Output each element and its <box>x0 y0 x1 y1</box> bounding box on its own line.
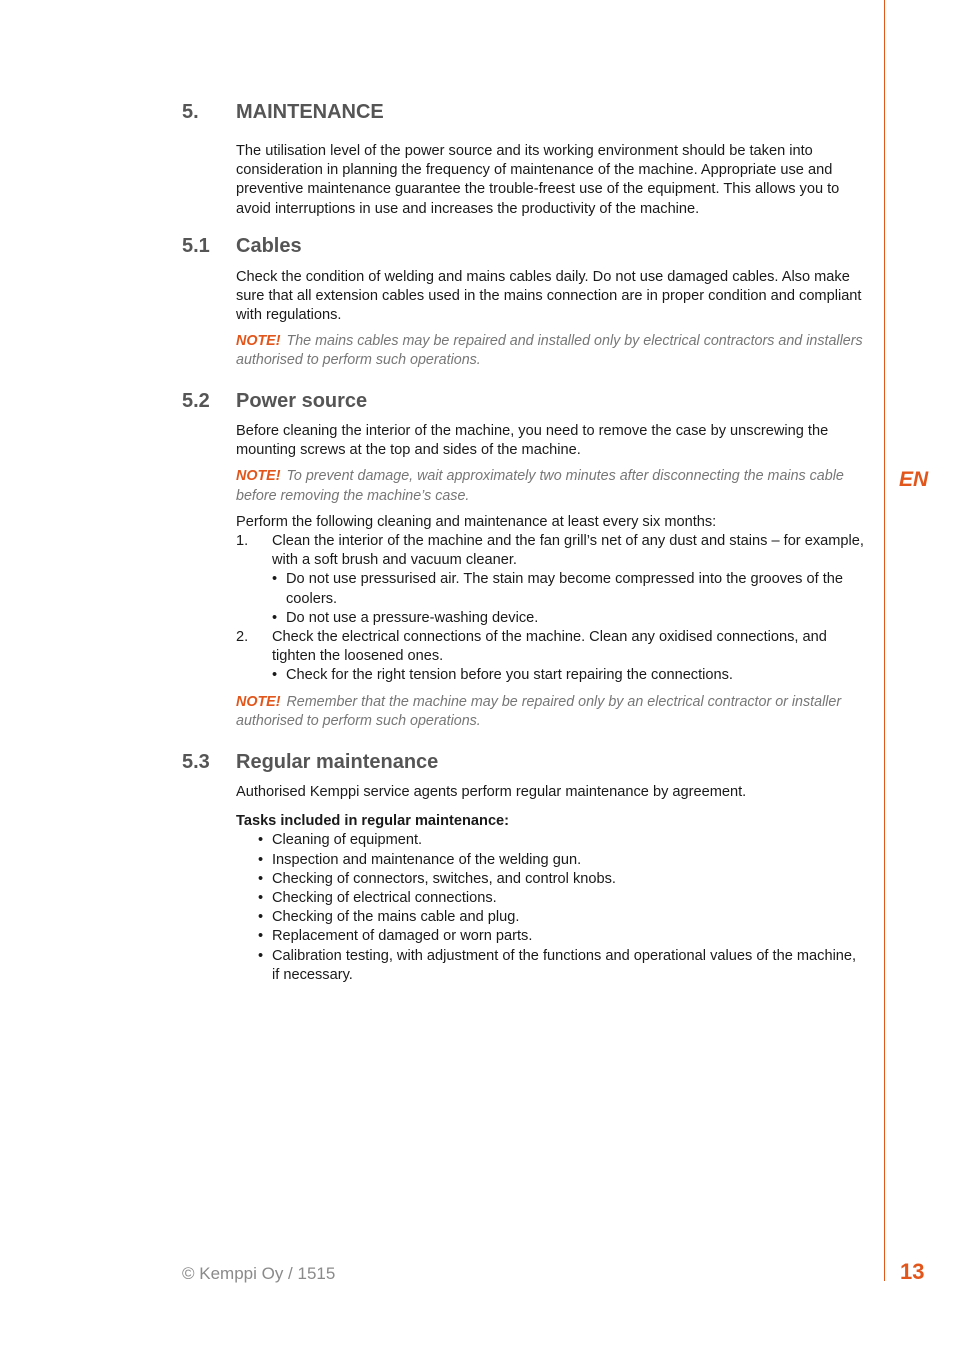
bullet-icon: • <box>258 870 264 887</box>
bullet-text: Do not use a pressure-washing device. <box>286 609 539 626</box>
list-item <box>236 927 864 946</box>
task-text: Inspection and maintenance of the welding gun. <box>272 851 582 868</box>
task-text: Calibration testing, with adjustment of the functions and operational values of the machine, if necessary. <box>272 947 857 983</box>
step-text: Clean the interior of the machine and the fan grill’s net of any dust and stains – for example, with a soft brush and vacuum cleaner. <box>272 533 864 569</box>
language-tab: EN <box>899 468 929 491</box>
list-item <box>236 870 864 889</box>
list-item <box>236 908 864 927</box>
tasks-heading: Tasks included in regular maintenance: <box>236 813 510 830</box>
section-title: Regular maintenance <box>236 751 439 773</box>
bullet-icon: • <box>258 909 264 926</box>
section-body-maintenance <box>236 142 864 219</box>
page-number: 13 <box>900 1259 925 1284</box>
list-item <box>236 889 864 908</box>
note <box>236 693 864 731</box>
section-title: MAINTENANCE <box>236 101 384 123</box>
section-title: Power source <box>236 390 368 412</box>
footer-copyright: © Kemppi Oy / 1515 <box>182 1264 336 1283</box>
paragraph: The utilisation level of the power source and its working environment should be taken into consideration in planning the frequency of maintenance of the machine. Appropriate use and preventive maintenance guarantee the trouble-freest use of the equipment. This allows you to avoid interruptions in use and increases the productivity of the machine. <box>236 143 840 217</box>
task-text: Cleaning of equipment. <box>272 832 423 849</box>
step-text: Check the electrical connections of the machine. Clean any oxidised connections, and tighten the loosened ones. <box>272 629 827 665</box>
step-number: 1. <box>236 533 249 550</box>
list-item <box>236 947 864 985</box>
bullet-icon: • <box>258 890 264 907</box>
section-number: 5.2 <box>182 390 210 412</box>
section-title: Cables <box>236 235 302 257</box>
note-label: NOTE! <box>236 468 281 485</box>
section-body-cables <box>236 268 864 370</box>
bullet-icon: • <box>272 667 278 684</box>
list-item <box>236 532 864 570</box>
sidebar-rule <box>884 0 885 1281</box>
list-item <box>236 570 864 608</box>
paragraph: Authorised Kemppi service agents perform regular maintenance by agreement. <box>236 784 747 800</box>
bullet-text: Do not use pressurised air. The stain may become compressed into the grooves of the coolers. <box>286 571 844 607</box>
bullet-icon: • <box>272 609 278 626</box>
list-item <box>236 666 864 685</box>
paragraph: Perform the following cleaning and maintenance at least every six months: <box>236 513 717 530</box>
bullet-icon: • <box>258 928 264 945</box>
list-item <box>236 609 864 628</box>
section-body-power-source <box>236 422 864 731</box>
task-text: Checking of electrical connections. <box>272 890 497 907</box>
bullet-icon: • <box>272 571 278 588</box>
section-number: 5.3 <box>182 751 210 773</box>
task-text: Checking of the mains cable and plug. <box>272 909 520 926</box>
list-item <box>236 831 864 850</box>
note <box>236 332 864 370</box>
note-label: NOTE! <box>236 332 281 349</box>
note <box>236 467 864 505</box>
note-label: NOTE! <box>236 693 281 710</box>
task-text: Replacement of damaged or worn parts. <box>272 928 533 945</box>
paragraph: Check the condition of welding and mains cables daily. Do not use damaged cables. Also make sure that all extension cables used in the mains connection are in proper condition and compliant with regulations. <box>236 269 862 324</box>
note-text: Remember that the machine may be repaired only by an electrical contractor or installer authorised to perform such operations. <box>236 693 842 729</box>
section-body-regular-maintenance <box>236 783 864 985</box>
paragraph: Before cleaning the interior of the machine, you need to remove the case by unscrewing the mounting screws at the top and sides of the machine. <box>236 423 829 459</box>
bullet-icon: • <box>258 851 264 868</box>
section-number: 5. <box>182 101 199 123</box>
bullet-text: Check for the right tension before you start repairing the connections. <box>286 667 733 684</box>
step-number: 2. <box>236 629 249 646</box>
bullet-icon: • <box>258 832 264 849</box>
list-item <box>236 851 864 870</box>
task-text: Checking of connectors, switches, and control knobs. <box>272 870 616 887</box>
note-text: The mains cables may be repaired and installed only by electrical contractors and installers authorised to perform such operations. <box>236 332 863 368</box>
section-number: 5.1 <box>182 235 210 257</box>
bullet-icon: • <box>258 947 264 964</box>
note-text: To prevent damage, wait approximately two minutes after disconnecting the mains cable before removing the machine’s case. <box>236 468 844 504</box>
list-item <box>236 628 864 666</box>
